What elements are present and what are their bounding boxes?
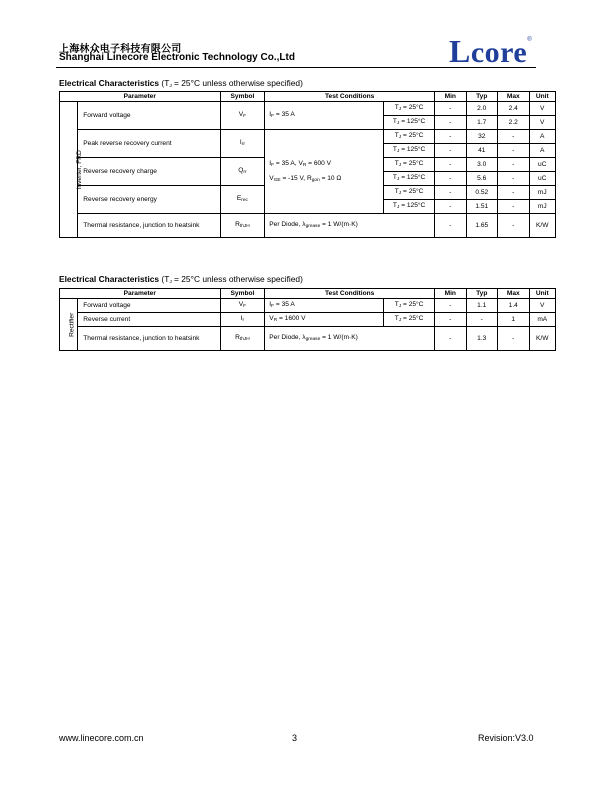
param-cell: Thermal resistance, junction to heatsink (78, 327, 220, 351)
max-cell: 2.2 (498, 116, 530, 130)
header-divider (56, 67, 536, 68)
param-cell: Forward voltage (78, 102, 220, 130)
unit-cell: mJ (529, 200, 555, 214)
min-cell: - (435, 158, 467, 172)
tj-cell: $T_J = 25^\circ C$ (384, 158, 435, 172)
col-header: Symbol (220, 289, 265, 299)
unit-cell: K/W (529, 214, 555, 238)
tj-cell: $T_J = 125^\circ C$ (384, 116, 435, 130)
rectifier-table (59, 288, 556, 351)
table-header-row (60, 92, 556, 102)
tj-cell: $T_J = 125^\circ C$ (384, 200, 435, 214)
typ-cell: 1.51 (466, 200, 498, 214)
min-cell: - (435, 172, 467, 186)
symbol-cell: $R_{thJH}$ (220, 214, 265, 238)
section-title-rectifier: Electrical Characteristics ($T_J = 25^\circ C$ unless otherwise specified) (59, 274, 303, 285)
unit-cell: uC (529, 172, 555, 186)
unit-cell: uC (529, 158, 555, 172)
unit-cell: mA (529, 313, 555, 327)
tj-cell: $T_J = 25^\circ C$ (384, 299, 435, 313)
condition-cell: Per Diode, $\lambda_{grease} = 1$ W/(m·K) (265, 327, 435, 351)
tj-cell: $T_J = 125^\circ C$ (384, 172, 435, 186)
tj-cell: $T_J = 25^\circ C$ (384, 102, 435, 116)
table-row (60, 313, 556, 327)
table-row (60, 214, 556, 238)
col-header: Typ (466, 92, 498, 102)
typ-cell: 5.6 (466, 172, 498, 186)
param-cell: Forward voltage (78, 299, 220, 313)
symbol-cell: $Q_{rr}$ (220, 158, 265, 186)
col-header: Parameter (60, 92, 221, 102)
typ-cell: 1.3 (466, 327, 498, 351)
condition-cell: $I_F = 35$ A (265, 102, 384, 130)
typ-cell: 3.0 (466, 158, 498, 172)
param-cell: Reverse current (78, 313, 220, 327)
symbol-cell: $V_F$ (220, 102, 265, 130)
min-cell: - (435, 186, 467, 200)
table-row (60, 327, 556, 351)
param-cell: Peak reverse recovery current (78, 130, 220, 158)
typ-cell: 41 (466, 144, 498, 158)
min-cell: - (435, 299, 467, 313)
unit-cell: V (529, 116, 555, 130)
col-header: Min (435, 92, 467, 102)
unit-cell: K/W (529, 327, 555, 351)
condition-cell: Per Diode, $\lambda_{grease} = 1$ W/(m·K) (265, 214, 435, 238)
typ-cell: - (466, 313, 498, 327)
min-cell: - (435, 144, 467, 158)
shared-condition-cell: $I_F = 35$ A, $V_R = 600$ V $V_{GE} = -15$ V, $R_{gon} = 10$ Ω (265, 130, 384, 214)
col-header: Parameter (60, 289, 221, 299)
page-number: 3 (292, 733, 298, 743)
min-cell: - (435, 116, 467, 130)
max-cell: - (498, 200, 530, 214)
footer-url[interactable]: www.linecore.com.cn (59, 733, 144, 743)
typ-cell: 1.1 (466, 299, 498, 313)
max-cell: - (498, 130, 530, 144)
col-header: Unit (529, 289, 555, 299)
condition-cell: $V_R = 1600$ V (265, 313, 384, 327)
min-cell: - (435, 200, 467, 214)
col-header: Test Conditions (265, 92, 435, 102)
tj-cell: $T_J = 125^\circ C$ (384, 144, 435, 158)
tj-cell: $T_J = 25^\circ C$ (384, 130, 435, 144)
unit-cell: A (529, 144, 555, 158)
unit-cell: mJ (529, 186, 555, 200)
table-header-row (60, 289, 556, 299)
group-label: Inverter, FRD (60, 102, 78, 238)
company-name-en: Shanghai Linecore Electronic Technology Co.,Ltd (59, 52, 295, 63)
typ-cell: 32 (466, 130, 498, 144)
param-cell: Reverse recovery energy (78, 186, 220, 214)
max-cell: - (498, 327, 530, 351)
col-header: Min (435, 289, 467, 299)
symbol-cell: $I_{rr}$ (220, 130, 265, 158)
symbol-cell: $R_{thJH}$ (220, 327, 265, 351)
max-cell: 1 (498, 313, 530, 327)
min-cell: - (435, 130, 467, 144)
unit-cell: A (529, 130, 555, 144)
max-cell: 1.4 (498, 299, 530, 313)
col-header: Max (498, 92, 530, 102)
symbol-cell: $E_{rec}$ (220, 186, 265, 214)
min-cell: - (435, 102, 467, 116)
tj-cell: $T_J = 25^\circ C$ (384, 313, 435, 327)
table-row (60, 130, 556, 144)
typ-cell: 1.65 (466, 214, 498, 238)
min-cell: - (435, 327, 467, 351)
col-header: Max (498, 289, 530, 299)
unit-cell: V (529, 299, 555, 313)
table-row (60, 299, 556, 313)
symbol-cell: $I_r$ (220, 313, 265, 327)
col-header: Test Conditions (265, 289, 435, 299)
tj-cell: $T_J = 25^\circ C$ (384, 186, 435, 200)
typ-cell: 1.7 (466, 116, 498, 130)
col-header: Unit (529, 92, 555, 102)
max-cell: - (498, 144, 530, 158)
linecore-logo: Lcore® (449, 33, 533, 69)
max-cell: - (498, 172, 530, 186)
section-title-inverter: Electrical Characteristics ($T_J = 25^\circ C$ unless otherwise specified) (59, 78, 303, 89)
company-name-cn: 上海林众电子科技有限公司 (59, 44, 182, 55)
max-cell: - (498, 186, 530, 200)
param-cell: Thermal resistance, junction to heatsink (78, 214, 220, 238)
min-cell: - (435, 313, 467, 327)
symbol-cell: $V_F$ (220, 299, 265, 313)
col-header: Symbol (220, 92, 265, 102)
table-row (60, 102, 556, 116)
typ-cell: 0.52 (466, 186, 498, 200)
unit-cell: V (529, 102, 555, 116)
inverter-frd-table (59, 91, 556, 238)
max-cell: 2.4 (498, 102, 530, 116)
col-header: Typ (466, 289, 498, 299)
param-cell: Reverse recovery charge (78, 158, 220, 186)
revision-label: Revision:V3.0 (478, 733, 534, 743)
max-cell: - (498, 214, 530, 238)
max-cell: - (498, 158, 530, 172)
condition-cell: $I_F = 35$ A (265, 299, 384, 313)
min-cell: - (435, 214, 467, 238)
typ-cell: 2.0 (466, 102, 498, 116)
group-label: Rectifier (60, 299, 78, 351)
